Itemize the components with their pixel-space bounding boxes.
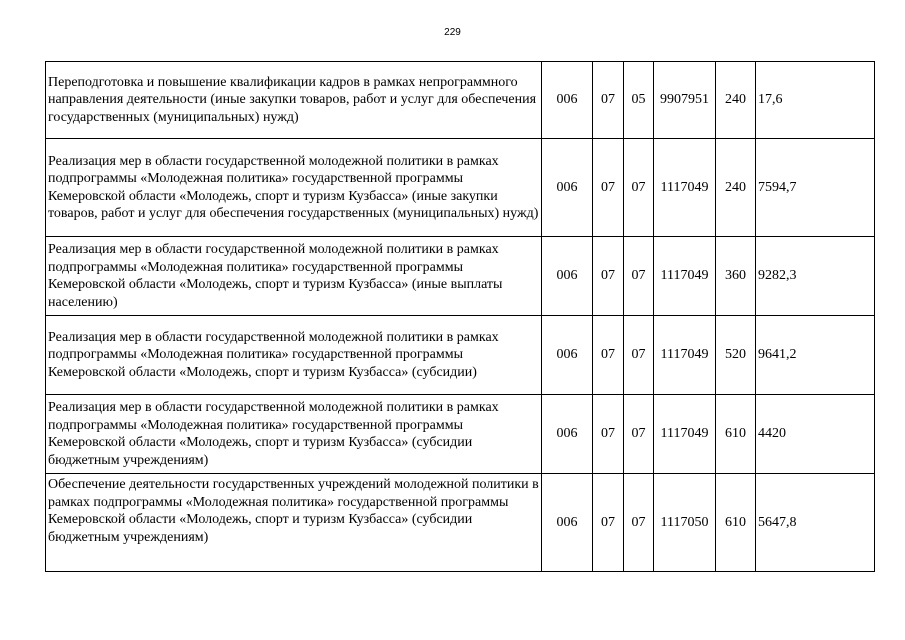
row-subsection-code: 07 [624, 474, 654, 572]
row-amount: 5647,8 [756, 474, 875, 572]
row-subsection-code: 07 [624, 237, 654, 316]
table-row [46, 316, 875, 395]
row-expense-type-code: 610 [716, 474, 756, 572]
row-section-code: 07 [593, 395, 624, 474]
row-section-code: 07 [593, 62, 624, 139]
page-number: 229 [444, 27, 461, 38]
row-subsection-code: 07 [624, 139, 654, 237]
row-amount: 17,6 [756, 62, 875, 139]
row-target-article-code: 1117049 [654, 139, 716, 237]
table-row [46, 474, 875, 572]
row-section-code: 07 [593, 474, 624, 572]
row-amount: 9641,2 [756, 316, 875, 395]
row-section-code: 07 [593, 139, 624, 237]
row-target-article-code: 1117049 [654, 395, 716, 474]
row-ved-code: 006 [542, 316, 593, 395]
row-amount: 4420 [756, 395, 875, 474]
row-description: Обеспечение деятельности государственных учреждений молодежной политики в рамках подпрограммы «Молодежная политика» государственной программы Кемеровской области «Молодежь, спорт и туризм Кузбасса» (субсидии бюджетным учреждениям) [46, 474, 542, 572]
row-section-code: 07 [593, 237, 624, 316]
table-row [46, 395, 875, 474]
table-row [46, 237, 875, 316]
table-row [46, 139, 875, 237]
row-subsection-code: 07 [624, 316, 654, 395]
row-target-article-code: 9907951 [654, 62, 716, 139]
row-ved-code: 006 [542, 62, 593, 139]
row-expense-type-code: 520 [716, 316, 756, 395]
row-description: Реализация мер в области государственной молодежной политики в рамках подпрограммы «Молодежная политика» государственной программы Кемеровской области «Молодежь, спорт и туризм Кузбасса» (субсидии) [46, 316, 542, 395]
row-target-article-code: 1117050 [654, 474, 716, 572]
row-subsection-code: 07 [624, 395, 654, 474]
row-ved-code: 006 [542, 474, 593, 572]
row-expense-type-code: 360 [716, 237, 756, 316]
row-target-article-code: 1117049 [654, 316, 716, 395]
row-expense-type-code: 240 [716, 139, 756, 237]
row-amount: 7594,7 [756, 139, 875, 237]
row-ved-code: 006 [542, 237, 593, 316]
row-target-article-code: 1117049 [654, 237, 716, 316]
row-subsection-code: 05 [624, 62, 654, 139]
row-expense-type-code: 610 [716, 395, 756, 474]
row-expense-type-code: 240 [716, 62, 756, 139]
row-description: Реализация мер в области государственной молодежной политики в рамках подпрограммы «Молодежная политика» государственной программы Кемеровской области «Молодежь, спорт и туризм Кузбасса» (иные выплаты населению) [46, 237, 542, 316]
row-ved-code: 006 [542, 395, 593, 474]
row-ved-code: 006 [542, 139, 593, 237]
budget-table [45, 61, 875, 572]
row-description: Реализация мер в области государственной молодежной политики в рамках подпрограммы «Молодежная политика» государственной программы Кемеровской области «Молодежь, спорт и туризм Кузбасса» (иные закупки товаров, работ и услуг для обеспечения государственных (муниципальных) нужд) [46, 139, 542, 237]
row-amount: 9282,3 [756, 237, 875, 316]
row-description: Переподготовка и повышение квалификации кадров в рамках непрограммного направления деятельности (иные закупки товаров, работ и услуг для обеспечения государственных (муниципальных) нужд) [46, 62, 542, 139]
row-description: Реализация мер в области государственной молодежной политики в рамках подпрограммы «Молодежная политика» государственной программы Кемеровской области «Молодежь, спорт и туризм Кузбасса» (субсидии бюджетным учреждениям) [46, 395, 542, 474]
row-section-code: 07 [593, 316, 624, 395]
table-row [46, 62, 875, 139]
